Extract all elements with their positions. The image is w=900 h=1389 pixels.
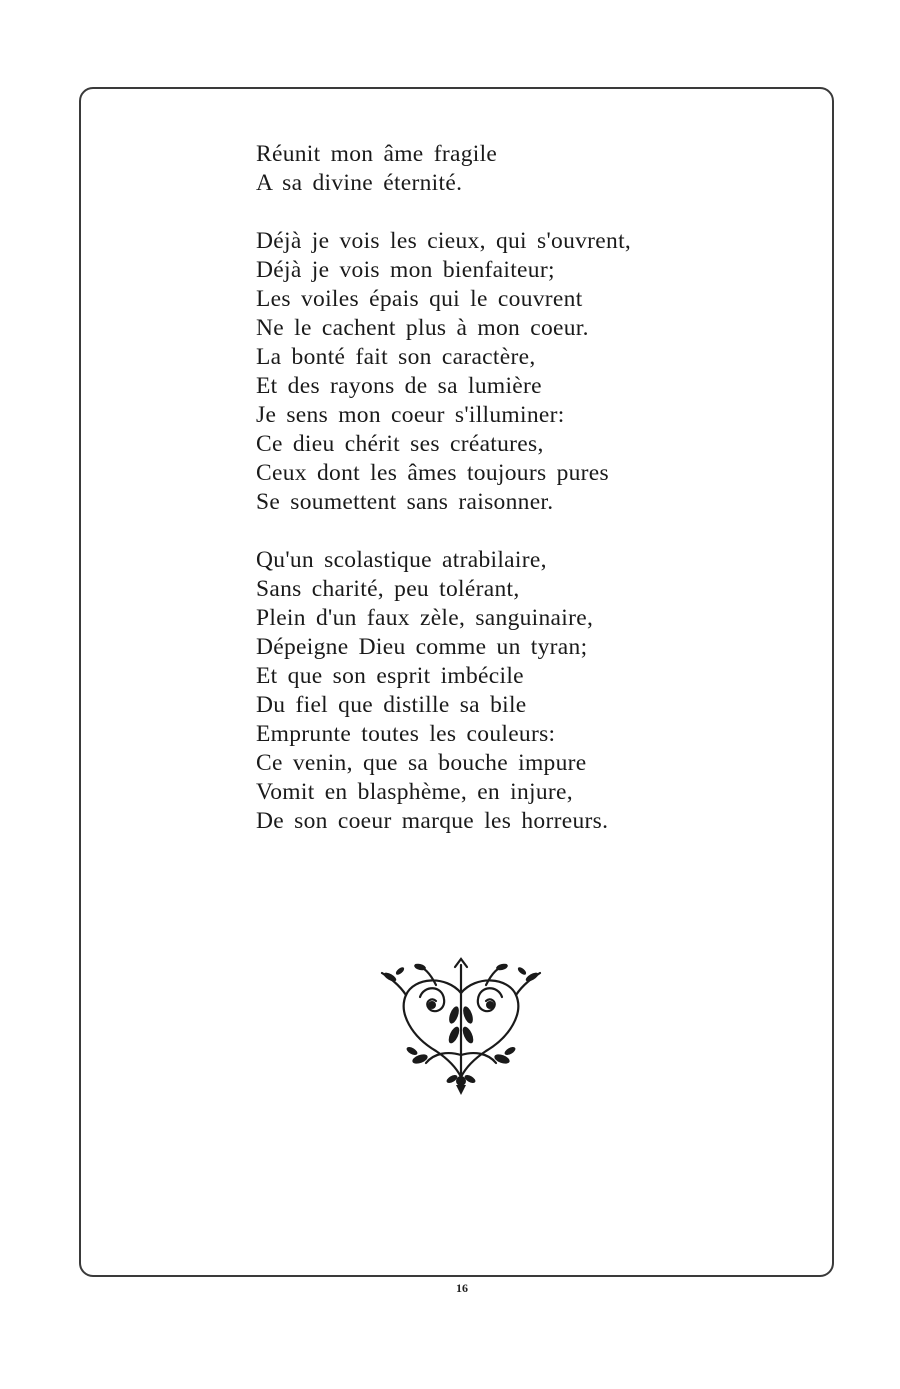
page-number: 16 <box>456 1281 468 1295</box>
verse-line: Réunit mon âme fragile <box>256 141 498 167</box>
verse-line: Déjà je vois les cieux, qui s'ouvrent, <box>256 228 632 254</box>
verse-line: Qu'un scolastique atrabilaire, <box>256 547 547 573</box>
verse-line: Se soumettent sans raisonner. <box>256 489 554 515</box>
verse-line: Sans charité, peu tolérant, <box>256 576 520 602</box>
verse-line: Et des rayons de sa lumière <box>256 373 542 399</box>
verse-line: Et que son esprit imbécile <box>256 663 524 689</box>
verse-line: De son coeur marque les horreurs. <box>256 808 609 834</box>
verse-line: Du fiel que distille sa bile <box>256 692 527 718</box>
verse-line: Emprunte toutes les couleurs: <box>256 721 556 747</box>
verse-line: Dépeigne Dieu comme un tyran; <box>256 634 588 660</box>
verse-line: Vomit en blasphème, en injure, <box>256 779 573 805</box>
stanza-1 <box>256 140 736 198</box>
verse-line: Ne le cachent plus à mon coeur. <box>256 315 589 341</box>
stanza-3 <box>256 546 736 836</box>
verse-line: La bonté fait son caractère, <box>256 344 536 370</box>
stanza-2 <box>256 227 736 517</box>
verse-line: Plein d'un faux zèle, sanguinaire, <box>256 605 594 631</box>
verse-line: A sa divine éternité. <box>256 170 463 196</box>
verse-line: Les voiles épais qui le couvrent <box>256 286 583 312</box>
poem-text <box>256 140 736 865</box>
floral-vignette-icon <box>376 955 546 1100</box>
verse-line: Ce dieu chérit ses créatures, <box>256 431 544 457</box>
verse-line: Ce venin, que sa bouche impure <box>256 750 587 776</box>
verse-line: Je sens mon coeur s'illuminer: <box>256 402 565 428</box>
verse-line: Déjà je vois mon bienfaiteur; <box>256 257 555 283</box>
verse-line: Ceux dont les âmes toujours pures <box>256 460 609 486</box>
